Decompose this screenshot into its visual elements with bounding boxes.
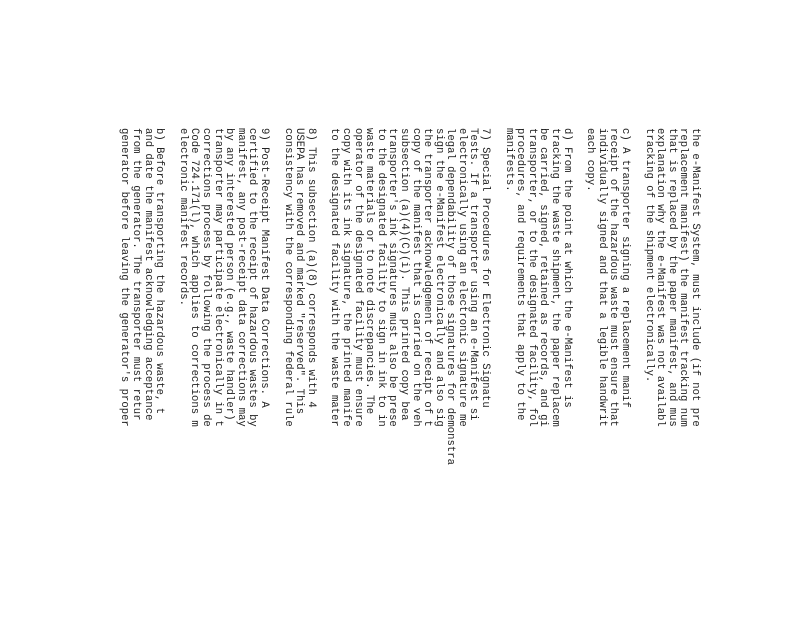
- text-line: d) From the point at which the e-Manifest is: [560, 128, 573, 408]
- text-line: the transporter acknowledgement of receipt of t: [421, 128, 434, 427]
- text-line: the e-Manifest System, must include (if not pre: [689, 128, 701, 427]
- paragraph: [328, 128, 490, 618]
- text-line: transporter, or to the designated facility, fol: [525, 128, 538, 427]
- text-line: to the designated facility with the waste mater: [328, 128, 341, 427]
- text-line: 7) Special Procedures for Electronic Signatu: [479, 128, 492, 408]
- text-line: c) A transporter signing a replacement manif: [619, 128, 632, 408]
- text-line: manifests.: [502, 128, 515, 192]
- text-line: Tests. If a transporter using an e-Manifest si: [467, 128, 480, 421]
- text-line: generator before leaving the generator's proper: [118, 128, 131, 427]
- text-line: 8) This subsection (a)(8) corresponds with 4: [304, 128, 317, 408]
- text-line: procedures, and requirements that apply to the: [514, 128, 527, 421]
- text-line: receipt of the hazardous waste must ensure that: [607, 128, 620, 427]
- text-line: transporter's ink signatures must also be prese: [386, 128, 399, 427]
- paragraph: [642, 128, 700, 618]
- paragraph: [281, 128, 316, 618]
- text-line: transporter may participate electronically in t: [211, 128, 224, 427]
- text-line: waste materials or to note discrepancies. The: [363, 128, 376, 415]
- text-line: operator of the designated facility must ensure: [351, 128, 364, 427]
- text-line: replacement manifest) the manifest tracking num: [677, 128, 690, 427]
- text-line: from the generator. The transporter must retur: [130, 128, 143, 421]
- text-line: to the designated facility to sign in ink to in: [374, 128, 387, 427]
- text-line: USEPA has removed and marked "reserved". This: [293, 128, 306, 415]
- text-line: manifest, any post-receipt data corrections may: [234, 128, 247, 427]
- paragraph: [502, 128, 572, 618]
- text-line: sign the e-Manifest electronically and also sig: [432, 128, 445, 427]
- text-line: tracking of the shipment electronically.: [642, 128, 655, 383]
- text-line: electronically using an electronic signature me: [455, 128, 468, 427]
- paragraph: [176, 128, 269, 618]
- text-line: that is replaced by the paper manifest, and mus: [665, 128, 678, 427]
- text-line: 9) Post-Receipt Manifest Data Corrections. A: [258, 128, 270, 408]
- paragraph: [584, 128, 630, 618]
- document-text-column: [106, 128, 700, 618]
- text-line: corrections process by following the process de: [200, 128, 213, 427]
- text-line: be carried, signed, retained as records, and gi: [537, 128, 550, 427]
- text-line: copy of the manifest that is carried on the veh: [409, 128, 422, 427]
- text-line: electronic manifest records.: [176, 128, 189, 307]
- text-line: tracking the waste shipment, the paper replacem: [549, 128, 562, 427]
- text-line: and date the manifest acknowledging acceptance: [141, 128, 154, 421]
- text-line: explanation why the e-Manifest was not availabl: [654, 128, 667, 427]
- paragraph: [118, 128, 164, 618]
- text-line: by any interested person (e.g., waste handler): [223, 128, 236, 421]
- text-line: copy with its ink signature, the printed manife: [339, 128, 352, 427]
- text-line: b) Before transporting the hazardous waste, t: [153, 128, 166, 415]
- text-line: consistency with the corresponding federal rule: [281, 128, 294, 427]
- text-line: individually signed and that a legible handwrit: [595, 128, 608, 427]
- text-line: Code 724.171(l), which applies to corrections m: [188, 128, 201, 427]
- text-line: legal dependability of those signatures for demonstra: [444, 128, 457, 465]
- text-line: subsection (a)(4)(C)(i). This printed copy bea: [397, 128, 410, 421]
- text-line: certified to the receipt of hazardous wastes by: [246, 128, 259, 427]
- text-line: each copy.: [584, 128, 597, 192]
